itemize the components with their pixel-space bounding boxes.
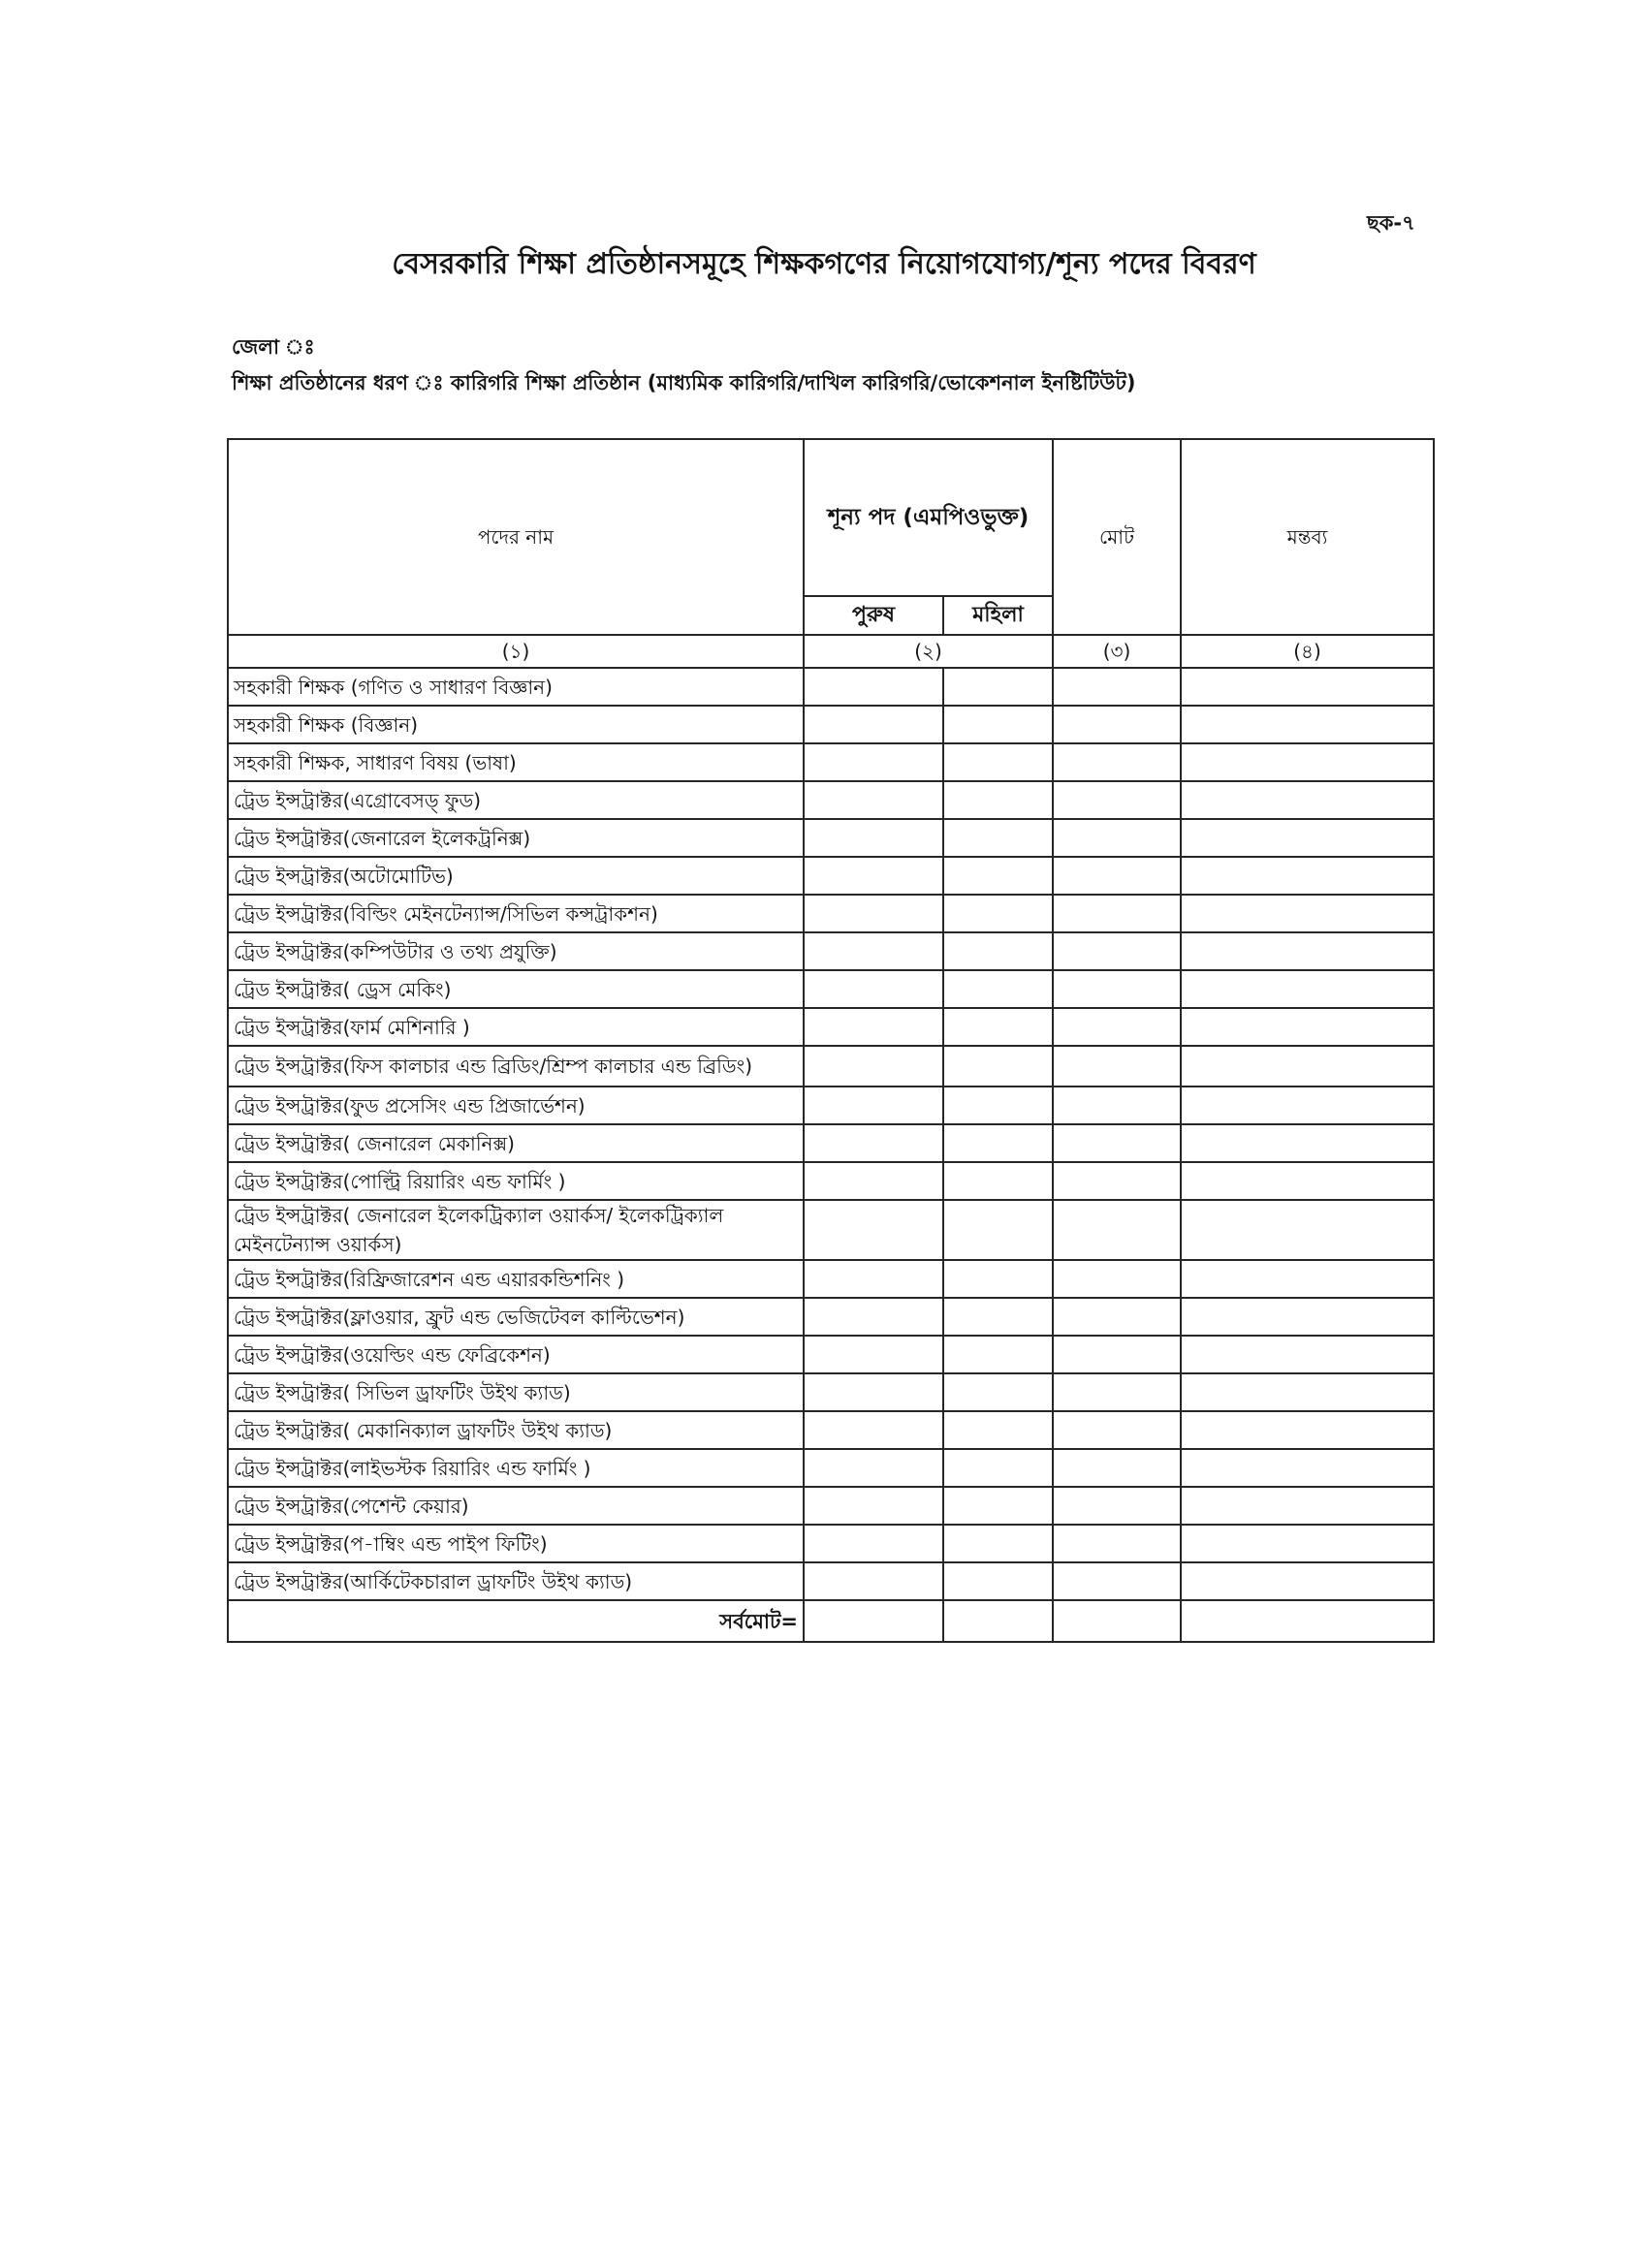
female-cell [943,1046,1053,1087]
table-row [228,1046,1434,1087]
remarks-cell [1181,668,1434,706]
post-name-cell: সহকারী শিক্ষক, সাধারণ বিষয় (ভাষা) [228,743,804,781]
header-male: পুরুষ [804,596,943,635]
female-cell [943,1411,1053,1449]
total-cell [1053,781,1181,819]
male-cell [804,1487,943,1525]
header-total: মোট [1053,439,1181,635]
column-number-1: (১) [228,635,804,668]
female-cell [943,743,1053,781]
table-row [228,970,1434,1008]
remarks-cell [1181,706,1434,743]
male-cell [804,668,943,706]
post-name-cell: ট্রেড ইন্সট্রাক্টর(প-াম্বিং এন্ড পাইপ ফিটিং) [228,1525,804,1562]
male-cell [804,895,943,932]
total-cell [1053,743,1181,781]
male-cell [804,1008,943,1046]
header-remarks: মন্তব্য [1181,439,1434,635]
column-number-4: (৪) [1181,635,1434,668]
table-row [228,1373,1434,1411]
male-cell [804,970,943,1008]
remarks-cell [1181,819,1434,857]
male-cell [804,1260,943,1298]
post-name-cell: ট্রেড ইন্সট্রাক্টর(অটোমোটিভ) [228,857,804,895]
remarks-cell [1181,1008,1434,1046]
male-cell [804,1298,943,1336]
remarks-cell [1181,1162,1434,1200]
remarks-cell [1181,970,1434,1008]
total-cell [1053,1046,1181,1087]
post-name-cell: ট্রেড ইন্সট্রাক্টর( জেনারেল ইলেকট্রিক্যাল ওয়ার্কস/ ইলেকট্রিক্যাল মেইনটেন্যান্স ওয়ার্কস) [228,1200,804,1260]
table-row [228,857,1434,895]
remarks-cell [1181,1087,1434,1124]
post-name-cell: ট্রেড ইন্সট্রাক্টর(ফার্ম মেশিনারি ) [228,1008,804,1046]
male-cell [804,819,943,857]
total-cell [1053,668,1181,706]
form-code: ছক-৭ [1367,211,1415,235]
table-row [228,1411,1434,1449]
post-name-cell: ট্রেড ইন্সট্রাক্টর(পেশেন্ট কেয়ার) [228,1487,804,1525]
total-cell [1053,1162,1181,1200]
female-cell [943,1449,1053,1487]
total-cell [1053,1200,1181,1260]
male-cell [804,1411,943,1449]
remarks-cell [1181,1373,1434,1411]
table-row [228,1336,1434,1373]
column-number-2: (২) [804,635,1053,668]
table-row [228,1525,1434,1562]
remarks-cell [1181,1411,1434,1449]
male-cell [804,781,943,819]
table-row [228,932,1434,970]
male-cell [804,857,943,895]
total-cell [1053,1373,1181,1411]
total-cell [1053,706,1181,743]
post-name-cell: ট্রেড ইন্সট্রাক্টর(বিল্ডিং মেইনটেন্যান্স/সিভিল কন্সট্রাকশন) [228,895,804,932]
remarks-cell [1181,1336,1434,1373]
total-cell [1053,1562,1181,1600]
remarks-cell [1181,857,1434,895]
female-cell [943,819,1053,857]
total-cell [1053,1298,1181,1336]
vacancy-table [227,438,1435,1643]
female-total-cell [943,1600,1053,1642]
total-cell [1053,1008,1181,1046]
institution-type-value: কারিগরি শিক্ষা প্রতিষ্ঠান (মাধ্যমিক কারিগরি/দাখিল কারিগরি/ভোকেশনাল ইনষ্টিটিউট) [450,371,1136,394]
table-row [228,743,1434,781]
female-cell [943,1260,1053,1298]
total-cell [1053,1411,1181,1449]
total-cell [1053,1124,1181,1162]
total-cell [1053,1449,1181,1487]
remarks-cell [1181,1200,1434,1260]
female-cell [943,706,1053,743]
remarks-cell [1181,781,1434,819]
female-cell [943,1373,1053,1411]
total-cell [1053,857,1181,895]
header-vacant-posts: শূন্য পদ (এমপিওভুক্ত) [804,439,1053,596]
total-cell [1053,932,1181,970]
male-cell [804,932,943,970]
remarks-cell [1181,1449,1434,1487]
male-cell [804,1162,943,1200]
post-name-cell: ট্রেড ইন্সট্রাক্টর( জেনারেল মেকানিক্স) [228,1124,804,1162]
female-cell [943,1008,1053,1046]
post-name-cell: ট্রেড ইন্সট্রাক্টর(ফিস কালচার এন্ড ব্রিডিং/শ্রিম্প কালচার এন্ড ব্রিডিং) [228,1046,804,1087]
post-name-cell: সহকারী শিক্ষক (বিজ্ঞান) [228,706,804,743]
post-name-cell: ট্রেড ইন্সট্রাক্টর(ওয়েল্ডিং এন্ড ফেব্রিকেশন) [228,1336,804,1373]
male-cell [804,1046,943,1087]
district-label: জেলা ঃ [232,335,315,359]
post-name-cell: ট্রেড ইন্সট্রাক্টর(এগ্রোবেসড্ ফুড) [228,781,804,819]
post-name-cell: ট্রেড ইন্সট্রাক্টর(ফুড প্রসেসিং এন্ড প্রিজার্ভেশন) [228,1087,804,1124]
female-cell [943,1124,1053,1162]
header-post-name: পদের নাম [228,439,804,635]
institution-type-line [232,367,1492,398]
post-name-cell: ট্রেড ইন্সট্রাক্টর(রিফ্রিজারেশন এন্ড এয়ারকন্ডিশনিং ) [228,1260,804,1298]
table-row [228,895,1434,932]
total-cell [1053,819,1181,857]
post-name-cell: ট্রেড ইন্সট্রাক্টর(আর্কিটেকচারাল ড্রাফটিং উইথ ক্যাড) [228,1562,804,1600]
header-row [228,439,1434,596]
post-name-cell: ট্রেড ইন্সট্রাক্টর(কম্পিউটার ও তথ্য প্রযুক্তি) [228,932,804,970]
column-number-row [228,635,1434,668]
female-cell [943,970,1053,1008]
remarks-cell [1181,1487,1434,1525]
table-row [228,668,1434,706]
male-cell [804,1525,943,1562]
female-cell [943,1562,1053,1600]
remarks-cell [1181,1124,1434,1162]
female-cell [943,781,1053,819]
table-row [228,781,1434,819]
table-row [228,1124,1434,1162]
remarks-total-cell [1181,1600,1434,1642]
female-cell [943,668,1053,706]
grand-total-row [228,1600,1434,1642]
female-cell [943,1487,1053,1525]
remarks-cell [1181,1260,1434,1298]
male-cell [804,1449,943,1487]
post-name-cell: ট্রেড ইন্সট্রাক্টর(লাইভস্টক রিয়ারিং এন্ড ফার্মিং ) [228,1449,804,1487]
female-cell [943,1200,1053,1260]
remarks-cell [1181,932,1434,970]
institution-type-label: শিক্ষা প্রতিষ্ঠানের ধরণ ঃ [232,371,444,394]
total-cell [1053,1487,1181,1525]
grand-total-label: সর্বমোট= [228,1600,804,1642]
table-row [228,1162,1434,1200]
male-cell [804,1336,943,1373]
header-female: মহিলা [943,596,1053,635]
total-cell [1053,1260,1181,1298]
post-name-cell: ট্রেড ইন্সট্রাক্টর( ড্রেস মেকিং) [228,970,804,1008]
female-cell [943,932,1053,970]
table-row [228,1298,1434,1336]
remarks-cell [1181,1298,1434,1336]
male-cell [804,1124,943,1162]
total-cell [1053,970,1181,1008]
post-name-cell: ট্রেড ইন্সট্রাক্টর( মেকানিক্যাল ড্রাফটিং উইথ ক্যাড) [228,1411,804,1449]
column-number-3: (৩) [1053,635,1181,668]
table-row [228,1562,1434,1600]
table-row [228,1008,1434,1046]
total-cell [1053,895,1181,932]
male-cell [804,1087,943,1124]
table-row [228,819,1434,857]
table-row [228,706,1434,743]
document-title: বেসরকারি শিক্ষা প্রতিষ্ঠানসমূহে শিক্ষকগণের নিয়োগযোগ্য/শূন্য পদের বিবরণ [392,247,1256,281]
total-cell [1053,1525,1181,1562]
table-row [228,1260,1434,1298]
male-cell [804,706,943,743]
remarks-cell [1181,1046,1434,1087]
female-cell [943,1298,1053,1336]
post-name-cell: ট্রেড ইন্সট্রাক্টর(ফ্লাওয়ার, ফ্রুট এন্ড ভেজিটেবল কাল্টিভেশন) [228,1298,804,1336]
female-cell [943,1087,1053,1124]
male-cell [804,1200,943,1260]
table-row [228,1087,1434,1124]
post-name-cell: ট্রেড ইন্সট্রাক্টর( সিভিল ড্রাফটিং উইথ ক্যাড) [228,1373,804,1411]
post-name-cell: ট্রেড ইন্সট্রাক্টর(জেনারেল ইলেকট্রনিক্স) [228,819,804,857]
male-total-cell [804,1600,943,1642]
remarks-cell [1181,1525,1434,1562]
total-cell [1053,1087,1181,1124]
female-cell [943,1162,1053,1200]
female-cell [943,1336,1053,1373]
male-cell [804,1562,943,1600]
total-cell [1053,1336,1181,1373]
female-cell [943,857,1053,895]
remarks-cell [1181,743,1434,781]
remarks-cell [1181,1562,1434,1600]
male-cell [804,743,943,781]
post-name-cell: ট্রেড ইন্সট্রাক্টর(পোল্ট্রি রিয়ারিং এন্ড ফার্মিং ) [228,1162,804,1200]
table-row [228,1449,1434,1487]
male-cell [804,1373,943,1411]
post-name-cell: সহকারী শিক্ষক (গণিত ও সাধারণ বিজ্ঞান) [228,668,804,706]
table-row [228,1487,1434,1525]
female-cell [943,1525,1053,1562]
remarks-cell [1181,895,1434,932]
table-row [228,1200,1434,1260]
total-total-cell [1053,1600,1181,1642]
female-cell [943,895,1053,932]
